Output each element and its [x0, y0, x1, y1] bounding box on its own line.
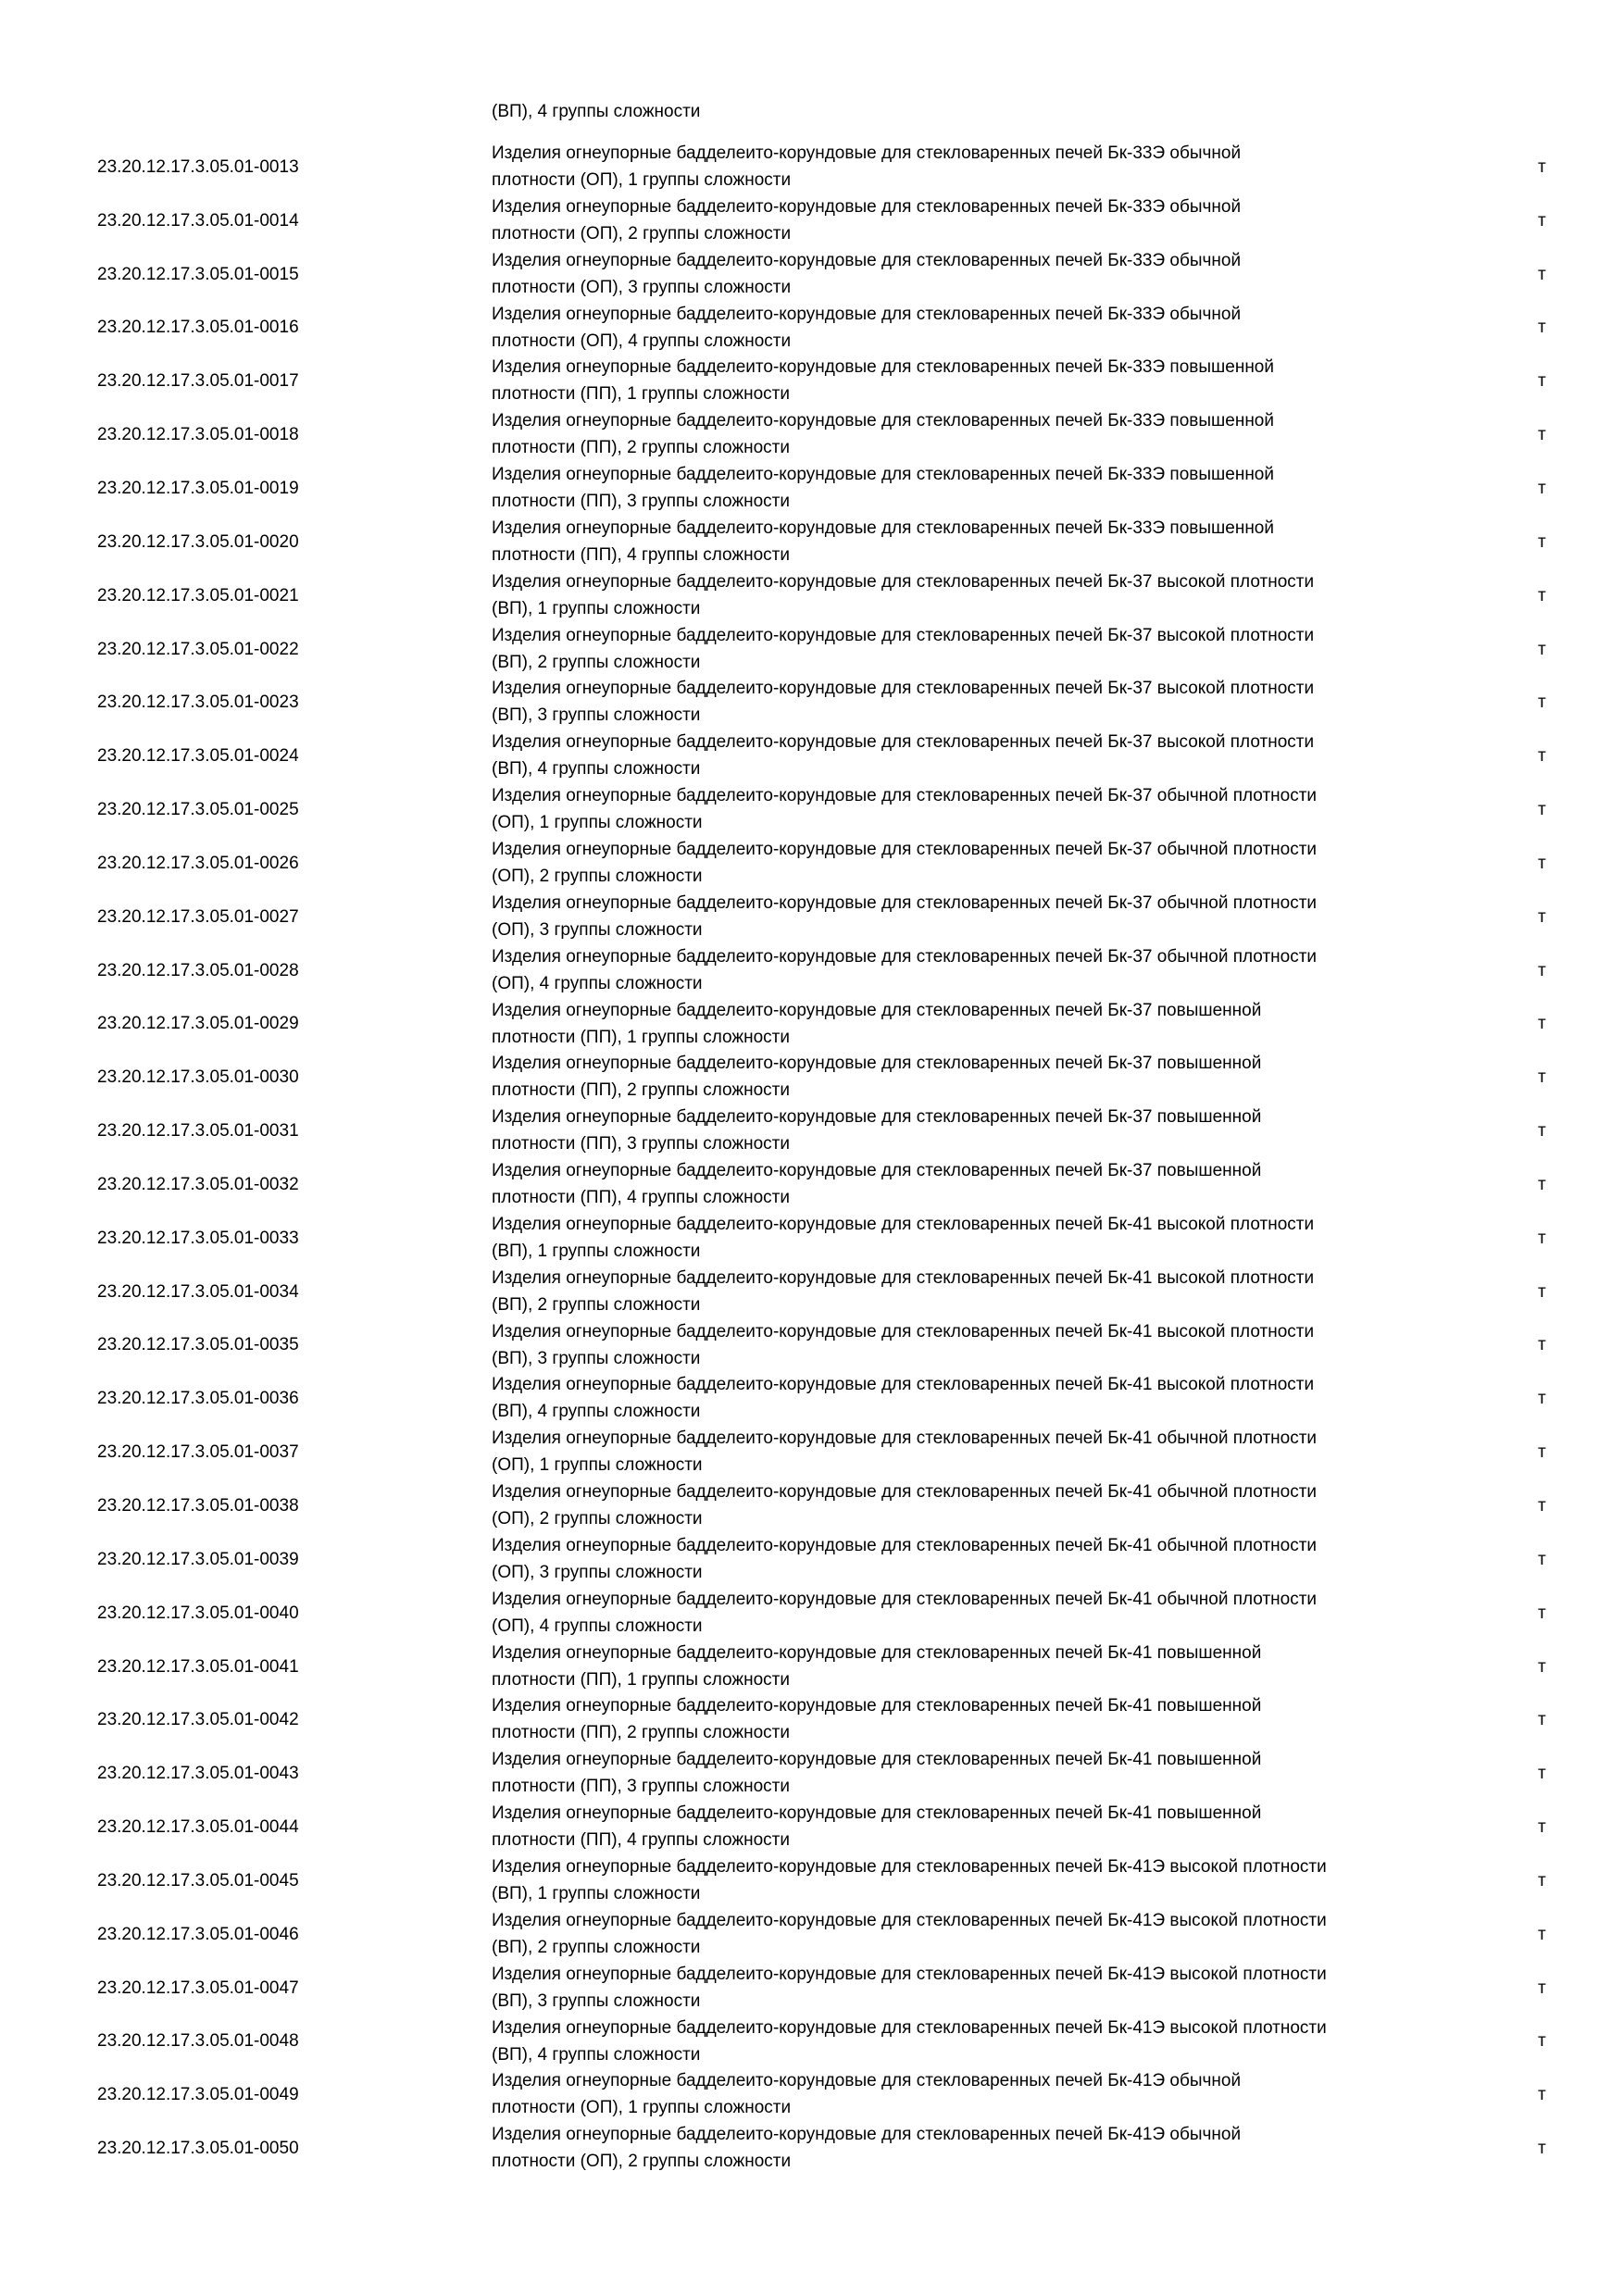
row-code: 23.20.12.17.3.05.01-0042 — [97, 1710, 299, 1730]
table-row — [0, 1533, 1624, 1587]
row-code: 23.20.12.17.3.05.01-0032 — [97, 1174, 299, 1194]
row-unit: т — [1538, 1121, 1546, 1142]
table-row — [0, 408, 1624, 462]
table-row — [0, 2068, 1624, 2122]
row-code: 23.20.12.17.3.05.01-0017 — [97, 371, 299, 392]
row-code: 23.20.12.17.3.05.01-0016 — [97, 318, 299, 338]
row-description: Изделия огнеупорные бадделеито-корундовые для стекловаренных печей Бк-41 обычной плотности (ОП), 3 группы сложности — [492, 1535, 1318, 1582]
row-unit: т — [1538, 1389, 1546, 1409]
row-description: Изделия огнеупорные бадделеито-корундовые для стекловаренных печей Бк-41 обычной плотности (ОП), 2 группы сложности — [492, 1482, 1318, 1529]
row-unit: т — [1538, 746, 1546, 767]
row-code: 23.20.12.17.3.05.01-0027 — [97, 906, 299, 927]
row-description: Изделия огнеупорные бадделеито-корундовые для стекловаренных печей Бк-37 обычной плотности (ОП), 1 группы сложности — [492, 786, 1318, 833]
row-unit: т — [1538, 318, 1546, 338]
row-description: Изделия огнеупорные бадделеито-корундовые для стекловаренных печей Бк-41Э высокой плотности (ВП), 4 группы сложности — [492, 2017, 1327, 2065]
row-description: Изделия огнеупорные бадделеито-корундовые для стекловаренных печей Бк-37 повышенной плотности (ПП), 4 группы сложности — [492, 1161, 1262, 1208]
row-unit: т — [1538, 1228, 1546, 1248]
table-row — [0, 141, 1624, 194]
table-row — [0, 1104, 1624, 1158]
row-unit: т — [1538, 1442, 1546, 1463]
table-row — [0, 1747, 1624, 1801]
row-code: 23.20.12.17.3.05.01-0015 — [97, 264, 299, 284]
row-code: 23.20.12.17.3.05.01-0014 — [97, 210, 299, 231]
row-unit: т — [1538, 800, 1546, 820]
row-unit: т — [1538, 371, 1546, 392]
row-unit: т — [1538, 425, 1546, 445]
row-code: 23.20.12.17.3.05.01-0034 — [97, 1281, 299, 1302]
row-description: Изделия огнеупорные бадделеито-корундовые для стекловаренных печей Бк-41 высокой плотности (ВП), 3 группы сложности — [492, 1321, 1315, 1368]
row-code: 23.20.12.17.3.05.01-0046 — [97, 1924, 299, 1944]
materials-table — [0, 141, 1624, 2176]
row-unit: т — [1538, 906, 1546, 927]
row-description: Изделия огнеупорные бадделеито-корундовые для стекловаренных печей Бк-41 обычной плотности (ОП), 1 группы сложности — [492, 1429, 1318, 1476]
row-code: 23.20.12.17.3.05.01-0031 — [97, 1121, 299, 1142]
row-unit: т — [1538, 693, 1546, 713]
row-unit: т — [1538, 1817, 1546, 1838]
row-description: Изделия огнеупорные бадделеито-корундовые для стекловаренных печей Бк-33Э повышенной плотности (ПП), 2 группы сложности — [492, 411, 1274, 458]
table-row — [0, 516, 1624, 569]
row-description: Изделия огнеупорные бадделеито-корундовые для стекловаренных печей Бк-41Э высокой плотности (ВП), 3 группы сложности — [492, 1964, 1327, 2011]
row-unit: т — [1538, 1870, 1546, 1890]
row-unit: т — [1538, 2085, 1546, 2105]
row-unit: т — [1538, 2031, 1546, 2052]
row-code: 23.20.12.17.3.05.01-0021 — [97, 585, 299, 605]
row-code: 23.20.12.17.3.05.01-0019 — [97, 478, 299, 498]
row-unit: т — [1538, 1014, 1546, 1034]
row-unit: т — [1538, 210, 1546, 231]
row-description: Изделия огнеупорные бадделеито-корундовые для стекловаренных печей Бк-41 повышенной плотности (ПП), 4 группы сложности — [492, 1803, 1262, 1851]
row-description: Изделия огнеупорные бадделеито-корундовые для стекловаренных печей Бк-41 обычной плотности (ОП), 4 группы сложности — [492, 1589, 1318, 1636]
row-unit: т — [1538, 960, 1546, 980]
row-code: 23.20.12.17.3.05.01-0029 — [97, 1014, 299, 1034]
row-code: 23.20.12.17.3.05.01-0037 — [97, 1442, 299, 1463]
row-code: 23.20.12.17.3.05.01-0013 — [97, 156, 299, 177]
row-description: Изделия огнеупорные бадделеито-корундовые для стекловаренных печей Бк-41 повышенной плотности (ПП), 1 группы сложности — [492, 1642, 1262, 1690]
row-description: Изделия огнеупорные бадделеито-корундовые для стекловаренных печей Бк-41 повышенной плотности (ПП), 3 группы сложности — [492, 1750, 1262, 1797]
row-code: 23.20.12.17.3.05.01-0036 — [97, 1389, 299, 1409]
row-description: Изделия огнеупорные бадделеито-корундовые для стекловаренных печей Бк-33Э обычной плотности (ОП), 3 группы сложности — [492, 250, 1242, 297]
row-description: Изделия огнеупорные бадделеито-корундовые для стекловаренных печей Бк-41Э обычной плотности (ОП), 2 группы сложности — [492, 2125, 1242, 2172]
row-unit: т — [1538, 639, 1546, 659]
row-code: 23.20.12.17.3.05.01-0039 — [97, 1549, 299, 1569]
row-description: Изделия огнеупорные бадделеито-корундовые для стекловаренных печей Бк-41 повышенной плотности (ПП), 2 группы сложности — [492, 1696, 1262, 1743]
table-row — [0, 1266, 1624, 1319]
row-description: Изделия огнеупорные бадделеито-корундовые для стекловаренных печей Бк-33Э повышенной плотности (ПП), 4 группы сложности — [492, 518, 1274, 565]
table-row — [0, 462, 1624, 516]
row-code: 23.20.12.17.3.05.01-0041 — [97, 1656, 299, 1677]
row-unit: т — [1538, 478, 1546, 498]
row-description: Изделия огнеупорные бадделеито-корундовые для стекловаренных печей Бк-41Э обычной плотности (ОП), 1 группы сложности — [492, 2071, 1242, 2118]
row-description: Изделия огнеупорные бадделеито-корундовые для стекловаренных печей Бк-37 обычной плотности (ОП), 4 группы сложности — [492, 946, 1318, 993]
table-row — [0, 1854, 1624, 1908]
row-unit: т — [1538, 1764, 1546, 1784]
table-row — [0, 623, 1624, 677]
row-unit: т — [1538, 1281, 1546, 1302]
row-unit: т — [1538, 156, 1546, 177]
table-row — [0, 1587, 1624, 1641]
row-description: Изделия огнеупорные бадделеито-корундовые для стекловаренных печей Бк-33Э повышенной плотности (ПП), 1 группы сложности — [492, 357, 1274, 405]
row-code: 23.20.12.17.3.05.01-0044 — [97, 1817, 299, 1838]
row-unit: т — [1538, 2139, 1546, 2159]
table-row — [0, 1641, 1624, 1694]
table-row — [0, 1319, 1624, 1373]
table-row — [0, 355, 1624, 408]
table-row — [0, 2122, 1624, 2176]
row-unit: т — [1538, 264, 1546, 284]
row-code: 23.20.12.17.3.05.01-0026 — [97, 853, 299, 873]
row-unit: т — [1538, 585, 1546, 605]
table-row — [0, 2015, 1624, 2069]
table-row — [0, 1426, 1624, 1479]
row-description: Изделия огнеупорные бадделеито-корундовые для стекловаренных печей Бк-37 высокой плотности (ВП), 3 группы сложности — [492, 679, 1315, 726]
row-code: 23.20.12.17.3.05.01-0033 — [97, 1228, 299, 1248]
row-unit: т — [1538, 1335, 1546, 1355]
table-row — [0, 783, 1624, 837]
table-row — [0, 730, 1624, 783]
row-code: 23.20.12.17.3.05.01-0020 — [97, 531, 299, 552]
table-row — [0, 1801, 1624, 1854]
row-unit: т — [1538, 1978, 1546, 1998]
row-code: 23.20.12.17.3.05.01-0050 — [97, 2139, 299, 2159]
row-description: Изделия огнеупорные бадделеито-корундовые для стекловаренных печей Бк-37 высокой плотности (ВП), 1 группы сложности — [492, 571, 1315, 618]
row-unit: т — [1538, 1174, 1546, 1194]
row-description: Изделия огнеупорные бадделеито-корундовые для стекловаренных печей Бк-33Э обычной плотности (ОП), 4 группы сложности — [492, 304, 1242, 351]
table-row — [0, 1479, 1624, 1533]
table-row — [0, 194, 1624, 248]
table-row — [0, 837, 1624, 891]
row-unit: т — [1538, 853, 1546, 873]
table-row — [0, 676, 1624, 730]
row-code: 23.20.12.17.3.05.01-0038 — [97, 1496, 299, 1516]
table-row — [0, 1693, 1624, 1747]
row-code: 23.20.12.17.3.05.01-0022 — [97, 639, 299, 659]
row-unit: т — [1538, 1710, 1546, 1730]
table-row — [0, 1212, 1624, 1266]
row-description: Изделия огнеупорные бадделеито-корундовые для стекловаренных печей Бк-37 повышенной плотности (ПП), 1 группы сложности — [492, 1000, 1262, 1047]
row-unit: т — [1538, 1656, 1546, 1677]
row-code: 23.20.12.17.3.05.01-0047 — [97, 1978, 299, 1998]
row-description: Изделия огнеупорные бадделеито-корундовые для стекловаренных печей Бк-33Э обычной плотности (ОП), 2 группы сложности — [492, 196, 1242, 243]
row-description: Изделия огнеупорные бадделеито-корундовые для стекловаренных печей Бк-37 обычной плотности (ОП), 3 группы сложности — [492, 892, 1318, 940]
row-description: Изделия огнеупорные бадделеито-корундовые для стекловаренных печей Бк-37 повышенной плотности (ПП), 3 группы сложности — [492, 1107, 1262, 1154]
row-description: Изделия огнеупорные бадделеито-корундовые для стекловаренных печей Бк-33Э обычной плотности (ОП), 1 группы сложности — [492, 144, 1242, 190]
row-description: Изделия огнеупорные бадделеито-корундовые для стекловаренных печей Бк-37 обычной плотности (ОП), 2 группы сложности — [492, 839, 1318, 886]
table-row — [0, 569, 1624, 623]
row-code: 23.20.12.17.3.05.01-0030 — [97, 1067, 299, 1088]
row-unit: т — [1538, 1924, 1546, 1944]
row-unit: т — [1538, 1067, 1546, 1088]
row-code: 23.20.12.17.3.05.01-0049 — [97, 2085, 299, 2105]
row-code: 23.20.12.17.3.05.01-0040 — [97, 1603, 299, 1623]
row-code: 23.20.12.17.3.05.01-0018 — [97, 425, 299, 445]
row-unit: т — [1538, 1496, 1546, 1516]
table-row — [0, 1908, 1624, 1962]
row-description: Изделия огнеупорные бадделеито-корундовые для стекловаренных печей Бк-41Э высокой плотности (ВП), 1 группы сложности — [492, 1857, 1327, 1903]
row-description: Изделия огнеупорные бадделеито-корундовые для стекловаренных печей Бк-37 высокой плотности (ВП), 4 группы сложности — [492, 732, 1315, 780]
table-row — [0, 302, 1624, 356]
table-row — [0, 944, 1624, 998]
table-row — [0, 891, 1624, 944]
row-unit: т — [1538, 1603, 1546, 1623]
row-description: Изделия огнеупорные бадделеито-корундовые для стекловаренных печей Бк-41 высокой плотности (ВП), 2 группы сложности — [492, 1267, 1315, 1315]
row-code: 23.20.12.17.3.05.01-0043 — [97, 1764, 299, 1784]
row-code: 23.20.12.17.3.05.01-0048 — [97, 2031, 299, 2052]
row-code: 23.20.12.17.3.05.01-0045 — [97, 1870, 299, 1890]
table-row — [0, 1962, 1624, 2015]
row-description: Изделия огнеупорные бадделеито-корундовые для стекловаренных печей Бк-41Э высокой плотности (ВП), 2 группы сложности — [492, 1910, 1327, 1957]
row-unit: т — [1538, 1549, 1546, 1569]
row-unit: т — [1538, 531, 1546, 552]
row-description: Изделия огнеупорные бадделеито-корундовые для стекловаренных печей Бк-41 высокой плотности (ВП), 4 группы сложности — [492, 1375, 1315, 1422]
row-code: 23.20.12.17.3.05.01-0028 — [97, 960, 299, 980]
table-row — [0, 1372, 1624, 1426]
continuation-description: (ВП), 4 группы сложности — [492, 102, 701, 121]
row-code: 23.20.12.17.3.05.01-0023 — [97, 693, 299, 713]
table-row — [0, 1158, 1624, 1212]
table-row — [0, 1051, 1624, 1104]
row-description: Изделия огнеупорные бадделеито-корундовые для стекловаренных печей Бк-33Э повышенной плотности (ПП), 3 группы сложности — [492, 465, 1274, 512]
row-code: 23.20.12.17.3.05.01-0025 — [97, 800, 299, 820]
row-description: Изделия огнеупорные бадделеито-корундовые для стекловаренных печей Бк-37 повышенной плотности (ПП), 2 группы сложности — [492, 1054, 1262, 1101]
table-row — [0, 248, 1624, 302]
row-code: 23.20.12.17.3.05.01-0024 — [97, 746, 299, 767]
table-row — [0, 998, 1624, 1052]
row-code: 23.20.12.17.3.05.01-0035 — [97, 1335, 299, 1355]
row-description: Изделия огнеупорные бадделеито-корундовые для стекловаренных печей Бк-41 высокой плотности (ВП), 1 группы сложности — [492, 1214, 1315, 1261]
row-description: Изделия огнеупорные бадделеито-корундовые для стекловаренных печей Бк-37 высокой плотности (ВП), 2 группы сложности — [492, 625, 1315, 672]
